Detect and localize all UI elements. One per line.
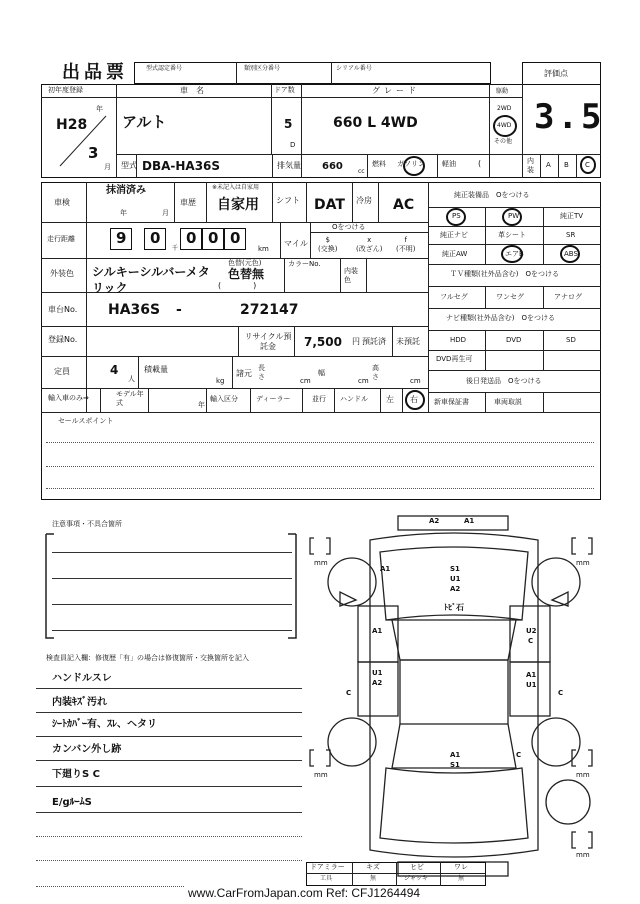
fuel-paren: ( [478, 159, 482, 168]
note-line-4: カンバン外し跡 [52, 744, 122, 755]
later-title: 後日発送品 Oをつける [466, 377, 542, 385]
type-cert-label: 型式認定番号 [146, 65, 183, 72]
equip-pw: PW [508, 212, 520, 220]
equip-airbag: エアB [505, 250, 524, 258]
fuel-gasoline: ガソリン [397, 160, 425, 168]
recycle-unpaid: 未預託 [396, 337, 420, 346]
navi-hdd: HDD [450, 336, 467, 344]
equipment-title: 純正装備品 Oをつける [454, 191, 530, 199]
diag-mark-lr-door-u1: U1 [372, 669, 383, 677]
notes-bracket [40, 526, 302, 644]
chassis-prefix: HA36S [108, 302, 161, 318]
length-label: 長さ [258, 364, 265, 381]
diag-mark-hood-a2: A2 [450, 585, 461, 593]
doors-label: ドア数 [274, 86, 295, 94]
diag-mark-rr-door-u1: U1 [526, 681, 537, 689]
first-reg-slash [58, 114, 108, 168]
mileage-digit-2-text: 0 [150, 229, 161, 247]
width-unit: cm [358, 377, 369, 385]
meter-option-unknown: f (不明) [396, 236, 416, 253]
legend-tool-label: 工具 [320, 875, 333, 882]
rating-value: 3.5 [534, 97, 605, 137]
usage-note: ※未記入は自家用 [212, 184, 260, 191]
chassis-number: 272147 [240, 302, 299, 318]
class-label: 類別区分番号 [244, 65, 281, 72]
note-line-1: ハンドルスレ [52, 673, 112, 684]
dvd-play-label: DVD再生可 [436, 355, 473, 363]
color-change-value: 色替無 [228, 267, 265, 281]
color-value: シルキーシルバーメタリック [92, 265, 210, 295]
drive-4wd-circle [493, 115, 517, 137]
aircon-label: 冷房 [356, 196, 372, 205]
length-unit: cm [300, 377, 311, 385]
color-label: 外装色 [50, 269, 74, 278]
car-name-value: アルト [122, 113, 167, 131]
note-line-3: ｼｰﾄｶﾊﾞｰ有、ｽﾚ、ヘタリ [52, 719, 157, 730]
note-line-6: E/gﾙｰﾑS [52, 797, 92, 808]
diag-mark-top-a1: A1 [464, 517, 475, 525]
first-reg-month-suffix: 月 [104, 163, 111, 171]
first-reg-year-suffix: 年 [96, 105, 103, 113]
displacement-label: 排気量 [277, 161, 301, 170]
load-label: 積載量 [144, 365, 168, 374]
tv-title: ＴＶ種類(社外品含む) Oをつける [450, 270, 559, 278]
drive-label: 駆動 [496, 88, 509, 95]
inspector-label: 検査員記入欄：修復歴「有」の場合は修復箇所・交換箇所を記入 [46, 654, 249, 662]
displacement-unit: cc [358, 168, 365, 175]
capacity-value: 4 [110, 363, 119, 377]
inspection-month: 月 [162, 209, 169, 217]
grade-label: グレード [372, 86, 420, 95]
later-warranty: 新車保証書 [434, 398, 469, 406]
legend-header-crack: ヒビ [410, 863, 424, 871]
capacity-unit: 人 [128, 375, 135, 383]
drive-2wd: 2WD [497, 105, 512, 112]
interior-color-label: 内装色 [344, 267, 358, 284]
diag-mark-top-a2: A2 [429, 517, 440, 525]
right-label: 右 [410, 395, 418, 404]
equip-navi: 純正ナビ [440, 231, 468, 239]
width-label: 幅 [318, 369, 325, 377]
first-reg-label: 初年度登録 [48, 86, 83, 94]
left-label: 左 [386, 395, 394, 404]
first-reg-era: H28 [56, 117, 88, 133]
navi-sd: SD [566, 336, 576, 344]
model-year-label: モデル年式 [116, 390, 144, 407]
interior-label: 内装 [527, 157, 534, 174]
shift-value: DAT [314, 197, 345, 213]
note-line-5: 下廻りS C [52, 769, 101, 780]
model-label: 型式 [121, 161, 137, 170]
diag-mark-trunk-a1: A1 [450, 751, 461, 759]
legend-header-break: ワレ [454, 863, 468, 871]
recycle-unit: 円 [352, 337, 360, 346]
recycle-label: リサイクル預託金 [244, 332, 292, 351]
import-label: 輸入車のみ⇒ [48, 394, 89, 402]
diag-mark-hood-u1: U1 [450, 575, 461, 583]
diag-mark-lr-door-a2: A2 [372, 679, 383, 687]
fuel-gasoline-circle [403, 156, 425, 176]
tv-oneseg: ワンセグ [496, 293, 524, 301]
dealer-label: ディーラー [256, 395, 291, 403]
legend-header-mirror: ドアミラー [310, 863, 345, 871]
import-type-label: 輸入区分 [210, 395, 238, 403]
inspection-label: 車検 [54, 198, 70, 207]
interior-grade-b: B [564, 161, 569, 169]
parallel-label: 並行 [312, 395, 326, 403]
height-label: 高さ [372, 364, 379, 381]
diag-mark-trunk-s1: S1 [450, 761, 460, 769]
mm-unit-rl: mm [314, 771, 328, 779]
shift-label: シフト [276, 196, 300, 205]
diag-mark-rf-door-u2: U2 [526, 627, 537, 635]
capacity-label: 定員 [54, 367, 70, 376]
diag-mark-rr-door-a1: A1 [526, 671, 537, 679]
mileage-digit-5-text: 0 [230, 229, 241, 247]
serial-label: シリアル番号 [336, 65, 372, 72]
inspection-year: 年 [120, 209, 127, 217]
interior-grade-a: A [546, 161, 551, 169]
inspection-value: 抹消済み [106, 185, 146, 196]
doors-suffix: D [290, 141, 296, 149]
handle-label: ハンドル [340, 395, 368, 403]
notes-label: 注意事項・不具合箇所 [52, 520, 122, 528]
rating-label: 評価点 [544, 69, 568, 78]
usage-label: 車歴 [180, 198, 196, 207]
fuel-label: 燃料 [372, 160, 386, 168]
mm-unit-rr: mm [576, 771, 590, 779]
usage-value: 自家用 [217, 197, 259, 213]
mm-unit-spare: mm [576, 851, 590, 859]
sales-point-label: セールスポイント [58, 417, 114, 425]
height-unit: cm [410, 377, 421, 385]
equip-pw-circle [502, 208, 522, 226]
legend-jack-label: ジャッキ [404, 875, 428, 882]
aircon-value: AC [393, 197, 415, 213]
mileage-label: 走行距離 [47, 235, 75, 243]
equip-airbag-circle [501, 245, 523, 263]
meter-option-tamper: x (改ざん) [356, 236, 383, 253]
tv-analog: アナログ [554, 293, 582, 301]
equip-ps: PS [452, 212, 461, 220]
equip-sr: SR [566, 231, 576, 239]
model-year-unit: 年 [198, 401, 205, 409]
grade-value: 660 L 4WD [333, 115, 418, 131]
chassis-label: 車台No. [48, 305, 78, 314]
diag-mark-rl-c: C [346, 689, 352, 697]
navi-title: ナビ種類(社外品含む) Oをつける [446, 314, 555, 322]
equip-abs: ABS [564, 250, 578, 258]
tv-fullseg: フルセグ [440, 293, 468, 301]
mm-unit-fl: mm [314, 559, 328, 567]
interior-c-circle [580, 156, 596, 174]
equip-abs-circle [560, 245, 580, 263]
mileage-digit-1-text: 9 [116, 229, 127, 247]
header-codes-box [134, 62, 491, 84]
car-name-label: 車 名 [180, 86, 204, 95]
reg-label: 登録No. [48, 335, 78, 344]
document-title: 出品票 [62, 62, 128, 83]
diag-mark-rf-door-c: C [528, 637, 534, 645]
later-manual: 車両取説 [494, 398, 522, 406]
footer-watermark: www.CarFromJapan.com Ref: CFJ1264494 [184, 886, 424, 900]
model-value: DBA-HA36S [142, 159, 221, 173]
equip-aw: 純正AW [442, 250, 468, 258]
equip-leather: 革シート [498, 231, 526, 239]
note-line-2: 内装ｷｽﾞ汚れ [52, 697, 107, 708]
equip-tv: 純正TV [560, 212, 584, 220]
diag-mark-rear-c: C [516, 751, 522, 759]
meter-option-swap: $ (交換) [318, 236, 338, 253]
chassis-dash: - [176, 302, 182, 318]
legend-tool-value: 無 [370, 875, 377, 882]
diag-mark-rr-c: C [558, 689, 564, 697]
mm-unit-fr: mm [576, 559, 590, 567]
recycle-paid: 預託済 [362, 337, 386, 346]
drive-4wd: 4WD [497, 122, 512, 129]
mileage-digit-3-text: 0 [186, 229, 197, 247]
equip-ps-circle [446, 208, 466, 226]
mileage-sep: 千 [172, 245, 179, 252]
legend-jack-value: 無 [458, 875, 465, 882]
circle-note: Oをつける [332, 223, 366, 231]
color-change-paren: ( ) [218, 281, 257, 290]
displacement-value: 660 [322, 161, 343, 172]
interior-grade-c: C [585, 161, 590, 169]
color-no-label: カラーNo. [288, 260, 321, 268]
diag-mark-lf-door-a1: A1 [372, 627, 383, 635]
dims-label: 諸元 [236, 369, 252, 378]
right-handle-circle [405, 390, 425, 410]
fuel-diesel: 軽油 [442, 160, 456, 168]
legend-header-scratch: キズ [366, 863, 380, 871]
color-change-label: 色替(元色) [228, 259, 262, 267]
diag-mark-windshield: ﾄﾋﾞ石 [444, 603, 464, 612]
recycle-value: 7,500 [304, 335, 342, 349]
first-reg-month: 3 [88, 144, 99, 162]
diag-mark-fl-a1: A1 [380, 565, 391, 573]
diag-mark-hood-s1: S1 [450, 565, 460, 573]
load-unit: kg [216, 377, 225, 385]
mileage-unit: km [258, 245, 269, 253]
mile-label: マイル [284, 239, 308, 248]
drive-other: その他 [494, 138, 513, 145]
mileage-digit-4-text: 0 [208, 229, 219, 247]
navi-dvd: DVD [506, 336, 522, 344]
doors-value: 5 [284, 117, 293, 131]
